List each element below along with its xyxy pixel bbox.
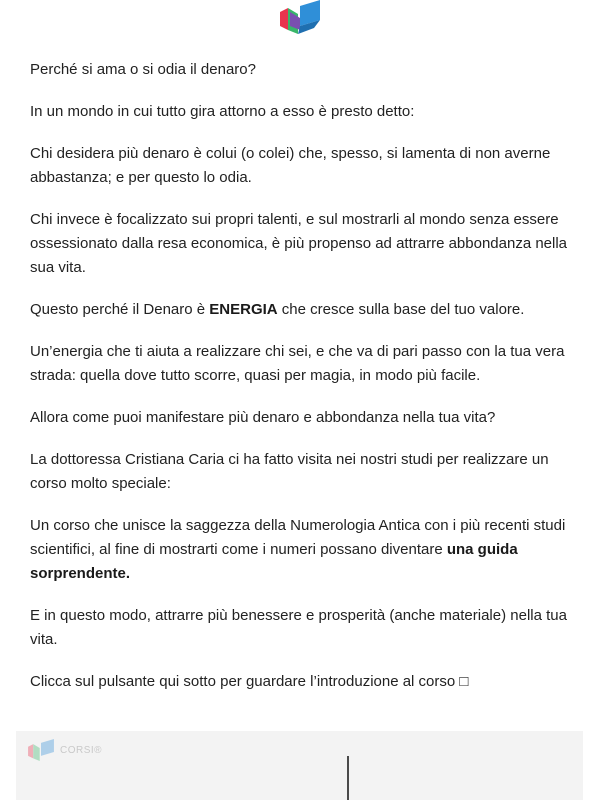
paragraph: Chi invece è focalizzato sui propri talenti, e sul mostrarli al mondo senza essere ossessionato dalla resa economica, è più propenso ad attrarre abbondanza nella sua vita. — [30, 211, 568, 276]
video-divider — [347, 756, 349, 800]
course-bold: una guida sorprendente. — [30, 541, 518, 582]
energy-paragraph — [30, 298, 578, 322]
brand-logo-icon — [26, 739, 56, 761]
video-preview[interactable] — [16, 731, 583, 800]
course-text-before: Un corso che unisce la saggezza della Numerologia Antica con i più recenti studi scientifici, al fine di mostrarti come i numeri possano diventare — [30, 517, 566, 558]
energy-text-after: che cresce sulla base del tuo valore. — [277, 301, 525, 318]
paragraph: Allora come puoi manifestare più denaro e abbondanza nella tua vita? — [30, 409, 496, 426]
video-brand-label: CORSI® — [60, 745, 103, 756]
energy-bold: ENERGIA — [209, 301, 278, 318]
paragraph: E in questo modo, attrarre più benessere e prosperità (anche materiale) nella tua vita. — [30, 607, 567, 648]
brand-logo-icon — [278, 0, 322, 34]
paragraph: In un mondo in cui tutto gira attorno a esso è presto detto: — [30, 103, 415, 120]
paragraph: Clicca sul pulsante qui sotto per guardare l’introduzione al corso □ — [30, 673, 469, 690]
paragraph: La dottoressa Cristiana Caria ci ha fatto visita nei nostri studi per realizzare un corso molto speciale: — [30, 451, 549, 492]
paragraph: Perché si ama o si odia il denaro? — [30, 61, 256, 78]
paragraph: Un’energia che ti aiuta a realizzare chi sei, e che va di pari passo con la tua vera strada: quella dove tutto scorre, quasi per magia, in modo più facile. — [30, 343, 565, 384]
energy-text-before: Questo perché il Denaro è — [30, 301, 210, 318]
course-paragraph — [30, 514, 578, 586]
email-body — [30, 58, 578, 712]
paragraph: Chi desidera più denaro è colui (o colei) che, spesso, si lamenta di non averne abbastanza; e per questo lo odia. — [30, 145, 551, 186]
